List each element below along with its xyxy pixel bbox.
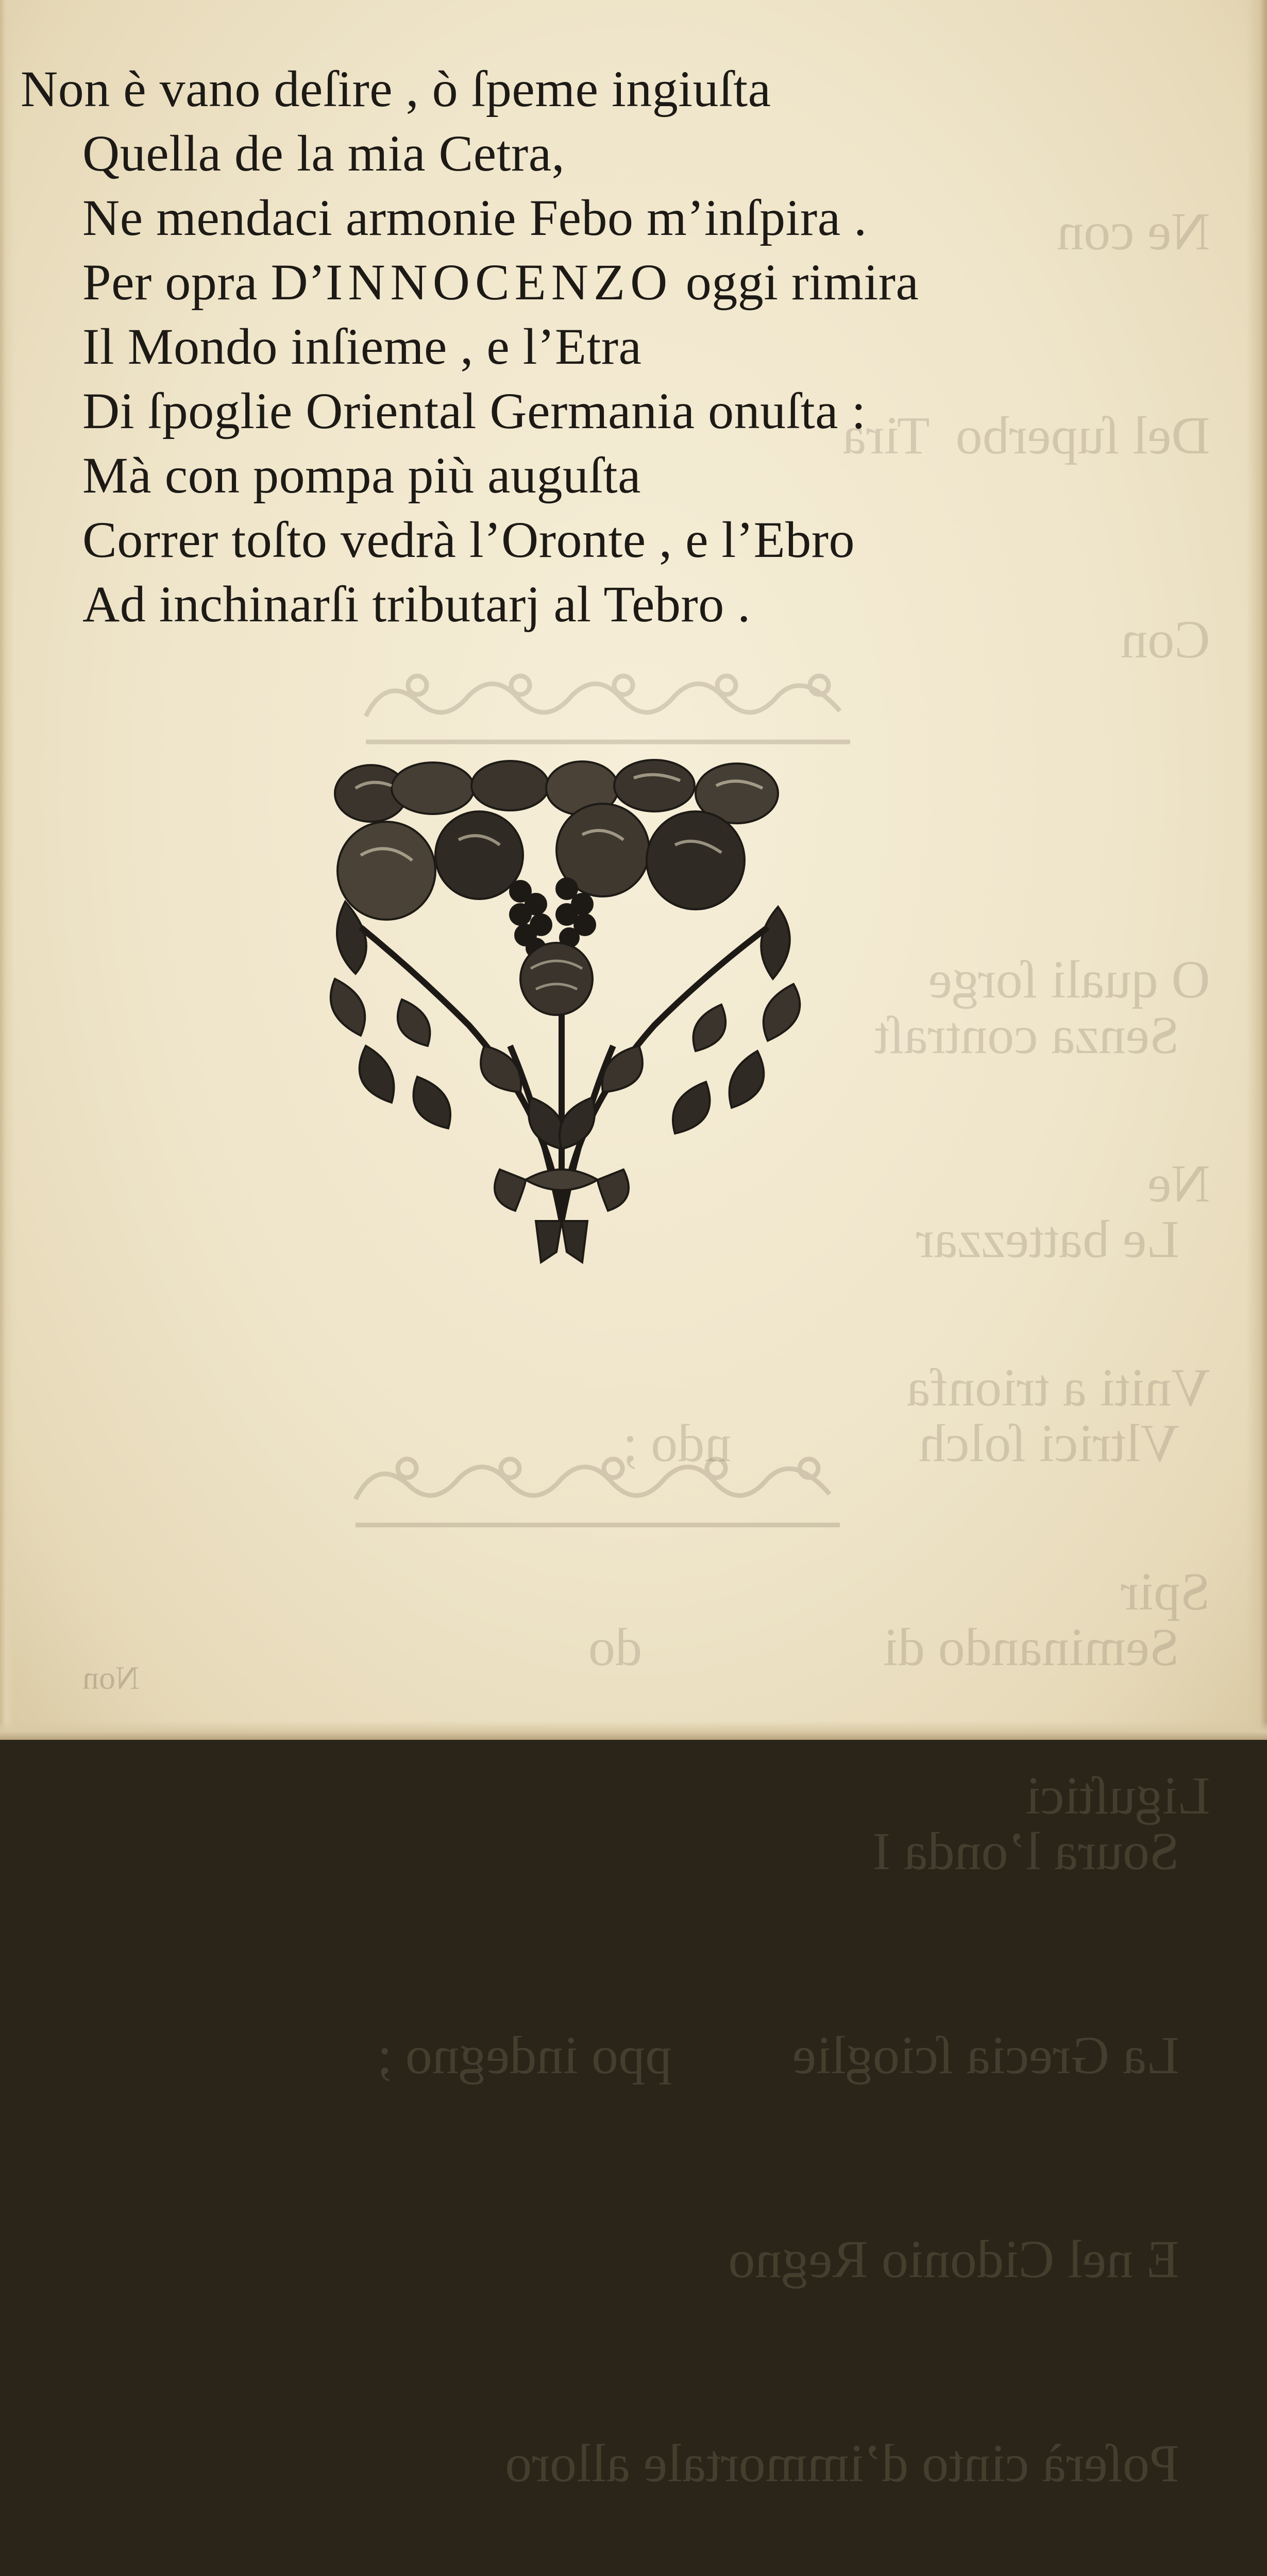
poem-line-with-name <box>21 250 1206 314</box>
bleed-line: Vniti a trionfa <box>906 1358 1210 1417</box>
bleed-line: Poſerà cinto d’immortale alloro <box>505 2434 1179 2493</box>
bleed-line: Con <box>1121 610 1210 669</box>
bleed-line: La Grecia ſcioglie ppo indegno ; <box>377 2026 1179 2085</box>
ghost-border-ornament-top <box>356 654 860 762</box>
bleed-line: Seminando di do <box>588 1618 1179 1677</box>
bleed-line: Ne con <box>1057 202 1210 261</box>
poem-line: Ne mendaci armonie Febo m’inſpira . <box>82 189 867 246</box>
catchword-bleed: Non <box>82 1659 140 1696</box>
poem-stanza <box>21 57 1206 636</box>
bleed-line: E nel Cidonio Regno <box>728 2230 1179 2289</box>
name-innocenzo: INNOCENZO <box>326 253 673 311</box>
bleed-line: Le battezzar <box>916 1210 1179 1269</box>
bleed-line: Soura l’onda I <box>873 1822 1179 1881</box>
bleed-line: Vltrici ſolch ndo ; <box>622 1414 1179 1473</box>
poem-line: Non è vano deſire , ò ſpeme ingiuſta <box>21 60 771 117</box>
page-edge-right <box>1246 0 1267 1740</box>
bleed-line: Liguſtici <box>1025 1766 1210 1825</box>
floral-woodcut-ornament <box>314 757 830 1267</box>
poem-line-end: oggi rimira <box>672 253 919 311</box>
ghost-border-ornament-bottom <box>345 1437 850 1546</box>
poem-line-start: Per opra <box>82 253 271 311</box>
poem-line: Di ſpoglie Oriental Germania onuſta : <box>82 382 866 439</box>
bleed-line: Del ſuperbo Tira <box>842 406 1210 465</box>
poem-line: Correr toſto vedrà l’Oronte , e l’Ebro <box>82 511 855 568</box>
poem-line: Quella de la mia Cetra, <box>82 125 565 182</box>
poem-line: Mà con pompa più auguſta <box>82 447 641 504</box>
poem-line: Il Mondo inſieme , e l’Etra <box>82 318 642 375</box>
bleed-line: Ne <box>1147 1154 1210 1213</box>
name-prefix: D’ <box>271 253 326 311</box>
bleed-line: Spir <box>1121 1562 1210 1621</box>
bleed-line: O quali ſorge <box>928 950 1210 1009</box>
poem-line: Ad inchinarſi tributarj al Tebro . <box>82 575 751 633</box>
page-edge-left <box>0 0 14 1740</box>
bleed-line: Senza contraſt <box>874 1006 1179 1065</box>
